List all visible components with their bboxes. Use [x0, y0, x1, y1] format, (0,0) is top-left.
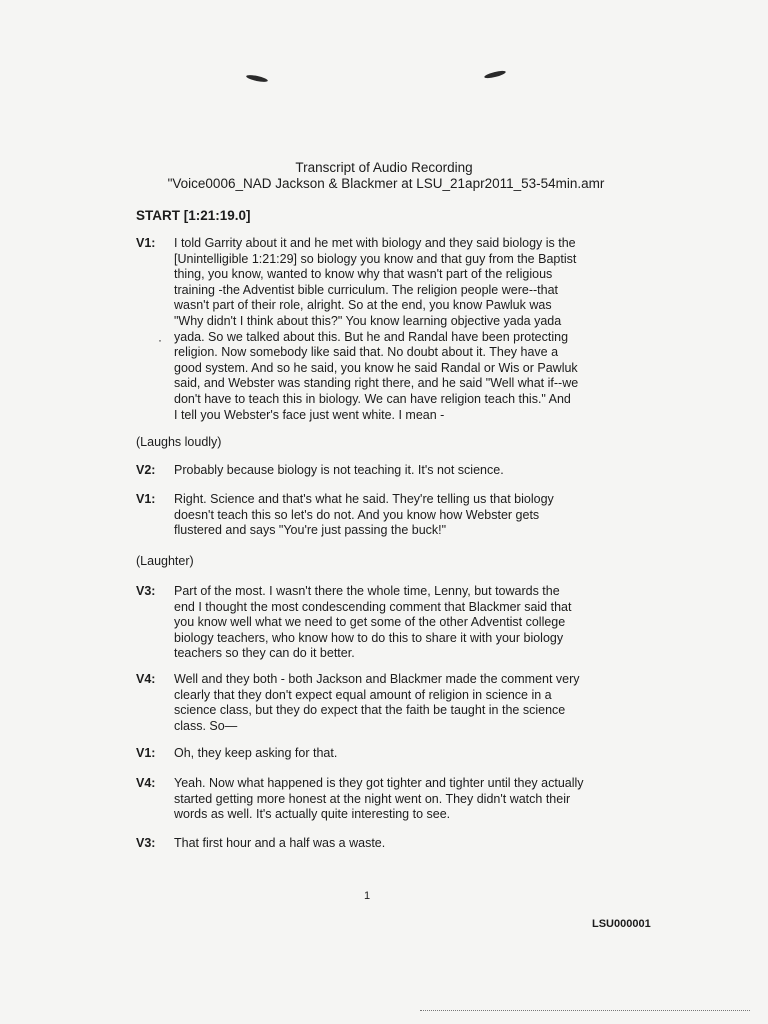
dialogue-text: That first hour and a half was a waste.	[174, 836, 386, 850]
scan-artifact-mark	[484, 69, 507, 79]
speaker-label: V1:	[136, 746, 156, 760]
dialogue-entry	[136, 463, 616, 479]
recording-filename: "Voice0006_NAD Jackson & Blackmer at LSU_21apr2011_53-54min.amr	[167, 176, 605, 191]
start-timestamp: START [1:21:19.0]	[136, 208, 251, 223]
speaker-label: V1:	[136, 236, 156, 250]
dialogue-text: Oh, they keep asking for that.	[174, 746, 338, 760]
page-number: 1	[364, 890, 371, 902]
speaker-label: V3:	[136, 836, 156, 850]
dialogue-entry	[136, 672, 616, 734]
dialogue-entry	[136, 776, 616, 823]
stage-direction: (Laughs loudly)	[136, 435, 222, 449]
dialogue-text: I told Garrity about it and he met with biology and they said biology is the [Unintelligible 1:21:29] so biology you know and that guy from the Baptist thing, you know, wanted to know why that wasn't part of the religious training -the Adventist bible curriculum. The religion people were--that wasn't part of their role, alright. So at the end, you know Pawluk was "Why didn't I think about this?" You know learning objective yada yada yada. So we talked about this. But he and Randal have been protecting religion. Now somebody like said that. No doubt about it. They have a good system. And so he said, you know he said Randal or Wis or Pawluk said, and Webster was standing right there, and he said "Well what if--we don't have to teach this in biology. We can have religion teach this." And I tell you Webster's face just went white. I mean -	[174, 236, 579, 422]
dialogue-text: Part of the most. I wasn't there the whole time, Lenny, but towards the end I thought the most condescending comment that Blackmer said that you know well what we need to get some of the other Adventist college biology teachers, who know how to do this to share it with your biology teachers so they can do it better.	[174, 584, 572, 661]
dialogue-entry	[136, 584, 616, 662]
dialogue-text: Right. Science and that's what he said. They're telling us that biology doesn't teach this so let's do not. And you know how Webster gets flustered and says "You're just passing the buck!"	[174, 492, 554, 538]
dialogue-entry	[136, 492, 616, 539]
dialogue-entry	[136, 746, 616, 762]
bates-number: LSU000001	[592, 918, 651, 930]
dialogue-entry	[136, 836, 616, 852]
speaker-label: V3:	[136, 584, 156, 598]
dialogue-entry	[136, 236, 616, 423]
dialogue-text: Well and they both - both Jackson and Blackmer made the comment very clearly that they don't expect equal amount of religion in science in a science class, but they do expect that the faith be taught in the science class. So—	[174, 672, 580, 733]
speaker-label: V1:	[136, 492, 156, 506]
speaker-label: V4:	[136, 776, 156, 790]
dialogue-text: Probably because biology is not teaching it. It's not science.	[174, 463, 504, 477]
document-title: Transcript of Audio Recording	[295, 160, 473, 175]
speaker-label: V2:	[136, 463, 156, 477]
margin-mark: ·	[158, 333, 162, 347]
scan-artifact-mark	[246, 74, 269, 83]
dialogue-text: Yeah. Now what happened is they got tighter and tighter until they actually started getting more honest at the night went on. They didn't watch their words as well. It's actually quite interesting to see.	[174, 776, 584, 822]
stage-direction: (Laughter)	[136, 554, 194, 568]
scan-edge-line	[420, 1010, 750, 1012]
speaker-label: V4:	[136, 672, 156, 686]
